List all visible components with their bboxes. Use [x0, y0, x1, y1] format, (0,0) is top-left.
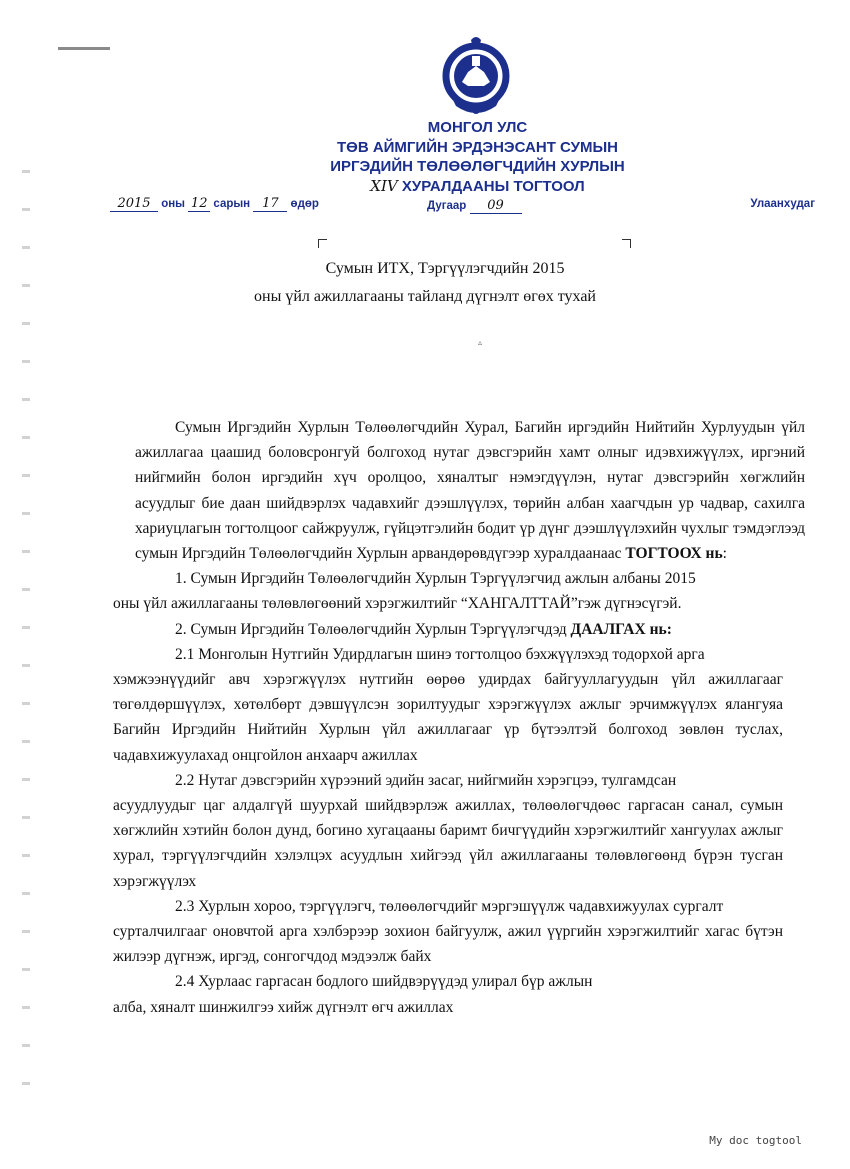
header-country: МОНГОЛ УЛС	[427, 119, 528, 136]
subject-line-1: Сумын ИТХ, Тэргүүлэгчдийн 2015	[325, 260, 565, 277]
header-council: ИРГЭДИЙН ТӨЛӨӨЛӨГЧДИЙН ХУРЛЫН	[330, 158, 625, 175]
item-2-1: 2.1 Монголын Нутгийн Удирдлагын шинэ тогтолцоо бэхжүүлэхэд тодорхой арга	[175, 645, 705, 663]
item-2-4: 2.4 Хурлаас гаргасан бодлого шийдвэрүүдэд улирал бүр ажлын	[175, 973, 593, 991]
item-2-lead: 2. Сумын Иргэдийн Төлөөлөгчдийн Хурлын Тэргүүлэгчдэд	[175, 620, 567, 638]
item-2-1-continued: хэмжээнүүдийг авч хэрэгжүүлэх нутгийн өөрөө удирдах байгууллагуудын үйл ажиллагааг төгөлдөршүүлэх, хөтөлбөрт дэвшүүлсэн зорилтуудыг хэрэгжүүлэх ажлыг эрчимжүүлэх ялангуяа Багийн Иргэдийн Нийтийн Хурлын үйл ажиллагааг үр бүтээлтэй болгоход зөвлөн туслах, чадавхижуулахад онцгойлон анхаарч ажиллах	[113, 671, 783, 764]
subject-line-2: оны үйл ажиллагааны тайланд дүгнэлт өгөх тухай	[254, 288, 596, 305]
item-2-task: ДААЛГАХ нь:	[570, 620, 672, 638]
resolution-body	[113, 415, 805, 1020]
date-month-suffix: сарын	[213, 198, 251, 210]
intro-text: Сумын Иргэдийн Хурлын Төлөөлөгчдийн Хурал, Багийн иргэдийн Нийтийн Хурлуудын үйл ажиллагаа цаашид боловсронгуй болгоход нутаг дэвсгэрийн хамт олныг идэвхижүүлэх, иргэний нийгмийн болон иргэдийн хүч оролцоо, хяналтыг нэмэгдүүлэн, нутаг дэвсгэрийн хөгжлийн асуудлыг бие даан шийдвэрлэх чадавхийг дээшлүүлэх, төрийн албан хаагчдын ур чадвар, сахилга хариуцлагын тогтолцоог сайжруулж, гүйцэтгэлийн бодит үр дүнг дээшлүүлэхийн чухлыг тэмдэглээд сумын Иргэдийн Төлөөлөгчдийн Хурлын арвандөрөвдүгээр хуралдаанаас	[135, 419, 805, 563]
date-month: 12	[188, 196, 210, 212]
item-1-continued: оны үйл ажиллагааны төлөвлөгөөний хэрэгжилтийг “ХАНГАЛТТАЙ”гэж дүгнэсүгэй.	[113, 595, 682, 613]
item-2-3-continued: сурталчилгааг оновчтой арга хэлбэрээр зохион байгуулж, ажил үүргийн хэрэгжилтийг хагас бүтэн жилээр дүгнэж, иргэд, сонгогчдод мэдээлж байх	[113, 923, 783, 966]
intro-paragraph	[135, 415, 805, 566]
item-2-4-continued: алба, хяналт шинжилгээ хийж дүгнэлт өгч ажиллах	[113, 998, 454, 1016]
date-day-suffix: өдөр	[290, 198, 319, 210]
item-2	[135, 617, 805, 642]
resolution-city: Улаанхудаг	[750, 198, 815, 210]
dateline	[110, 196, 815, 218]
session-number: XIV	[370, 176, 398, 195]
scan-margin-marks	[22, 170, 30, 1100]
state-emblem-icon	[438, 36, 514, 116]
item-2-3: 2.3 Хурлын хороо, тэргүүлэгч, төлөөлөгчдийг мэргэшүүлж чадавхижуулах сургалт	[175, 897, 724, 915]
resolution-subject	[200, 255, 650, 311]
item-2-2-continued: асуудлуудыг цаг алдалгүй шуурхай шийдвэрлэж ажиллах, төлөөлөгчдөөс гаргасан санал, сумын хөгжлийн хэтийн болон дунд, богино хугацааны баримт бичгүүдийн хэрэгжилтийг хангуулах ажлыг хурал, тэргүүлэгчдийн хэлэлцэх асуудлын хийгээд үйл ажиллагааны төлөвлөгөөнд бүрэн тусган хэрэгжүүлэх	[113, 797, 783, 890]
scan-speck: ▵	[478, 338, 483, 347]
number-value: 09	[470, 198, 522, 214]
subject-corner-left	[318, 239, 327, 248]
header-resolution-label: ХУРАЛДААНЫ ТОГТООЛ	[401, 177, 585, 195]
subject-corner-right	[622, 239, 631, 248]
footer-note: My doc togtool	[709, 1134, 802, 1147]
item-2-2: 2.2 Нутаг дэвсгэрийн хүрээний эдийн засаг, нийгмийн хэрэгцээ, тулгамдсан	[175, 771, 677, 789]
item-1: 1. Сумын Иргэдийн Төлөөлөгчдийн Хурлын Тэргүүлэгчид ажлын албаны 2015	[175, 570, 696, 588]
number-label: Дугаар	[427, 200, 467, 212]
intro-end: :	[722, 545, 727, 563]
scan-artifact-line	[58, 47, 110, 50]
document-header	[300, 118, 655, 196]
date-year-suffix: оны	[161, 198, 185, 210]
intro-decree: ТОГТООХ нь	[625, 545, 723, 563]
resolution-date	[110, 196, 319, 212]
resolution-number	[427, 198, 522, 214]
header-resolution-title	[300, 177, 655, 197]
header-province-district: ТӨВ АЙМГИЙН ЭРДЭНЭСАНТ СУМЫН	[336, 138, 619, 156]
date-day: 17	[253, 196, 287, 212]
date-year: 2015	[110, 196, 158, 212]
